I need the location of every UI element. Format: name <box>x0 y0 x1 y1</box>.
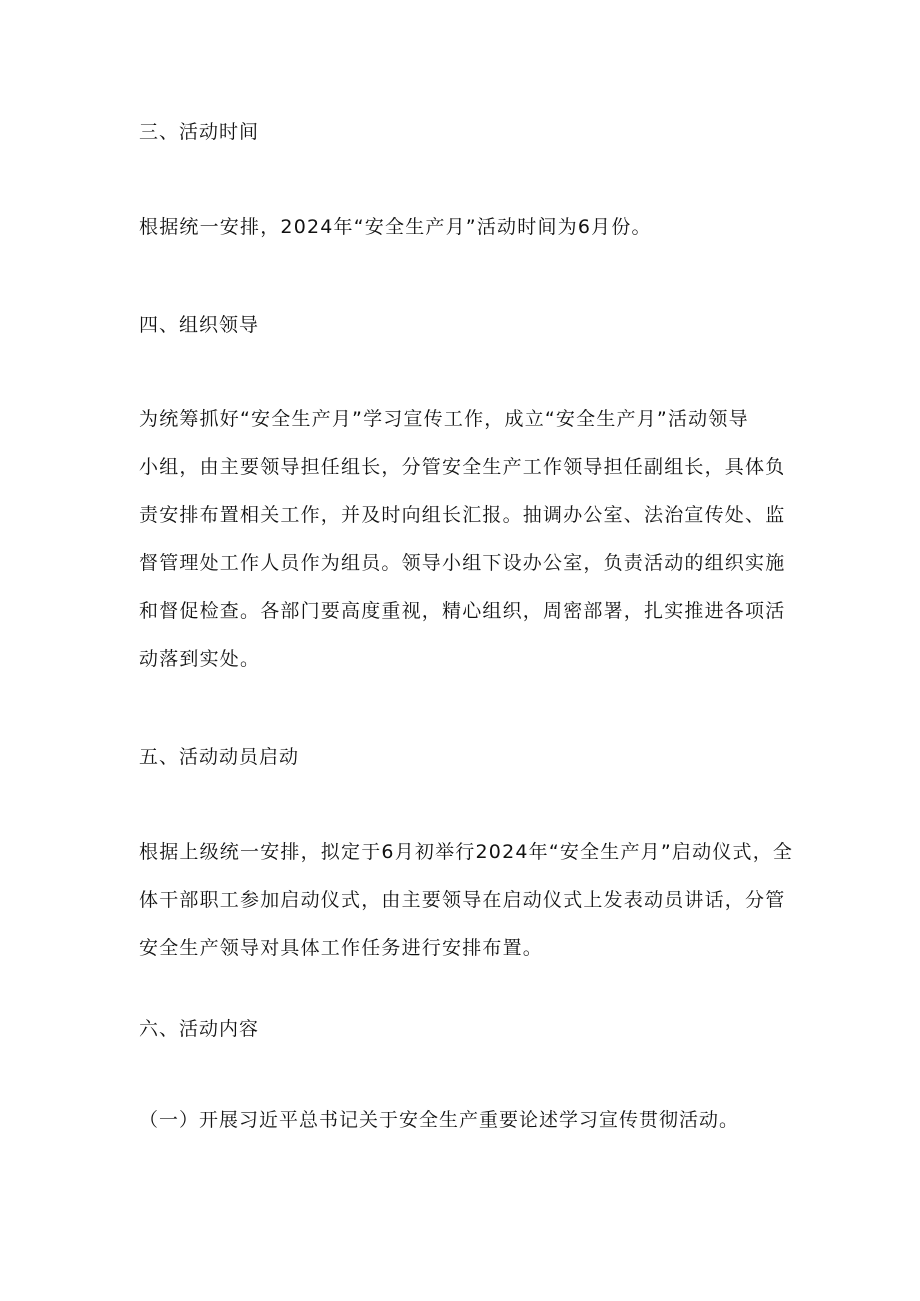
section-heading-organization: 四、组织领导 <box>139 314 260 336</box>
paragraph-mobilization <box>139 828 794 972</box>
section-heading-activity-time: 三、活动时间 <box>139 121 260 143</box>
paragraph-line: 根据上级统一安排，拟定于6月初举行2024年“安全生产月”启动仪式，全 <box>139 841 794 863</box>
paragraph-line: 和督促检查。各部门要高度重视，精心组织，周密部署，扎实推进各项活 <box>139 600 786 622</box>
paragraph-organization <box>139 395 789 683</box>
section-heading-mobilization: 五、活动动员启动 <box>139 746 300 768</box>
paragraph-line: 动落到实处。 <box>139 648 261 670</box>
paragraph-line: 督管理处工作人员作为组员。领导小组下设办公室，负责活动的组织实施 <box>139 552 786 574</box>
paragraph-line: 根据统一安排，2024年“安全生产月”活动时间为6月份。 <box>139 216 652 238</box>
paragraph-line: 责安排布置相关工作，并及时向组长汇报。抽调办公室、法治宣传处、监 <box>139 504 786 526</box>
paragraph-activity-time <box>139 203 789 251</box>
section-heading-activity-content: 六、活动内容 <box>139 1018 260 1040</box>
paragraph-line: 小组，由主要领导担任组长，分管安全生产工作领导担任副组长，具体负 <box>139 456 786 478</box>
paragraph-line: 为统筹抓好“安全生产月”学习宣传工作，成立“安全生产月”活动领导 <box>139 408 749 430</box>
paragraph-line: 安全生产领导对具体工作任务进行安排布置。 <box>139 937 544 959</box>
paragraph-line: 体干部职工参加启动仪式，由主要领导在启动仪式上发表动员讲话，分管 <box>139 889 786 911</box>
subheading-activity-one: （一）开展习近平总书记关于安全生产重要论述学习宣传贯彻活动。 <box>139 1109 740 1131</box>
